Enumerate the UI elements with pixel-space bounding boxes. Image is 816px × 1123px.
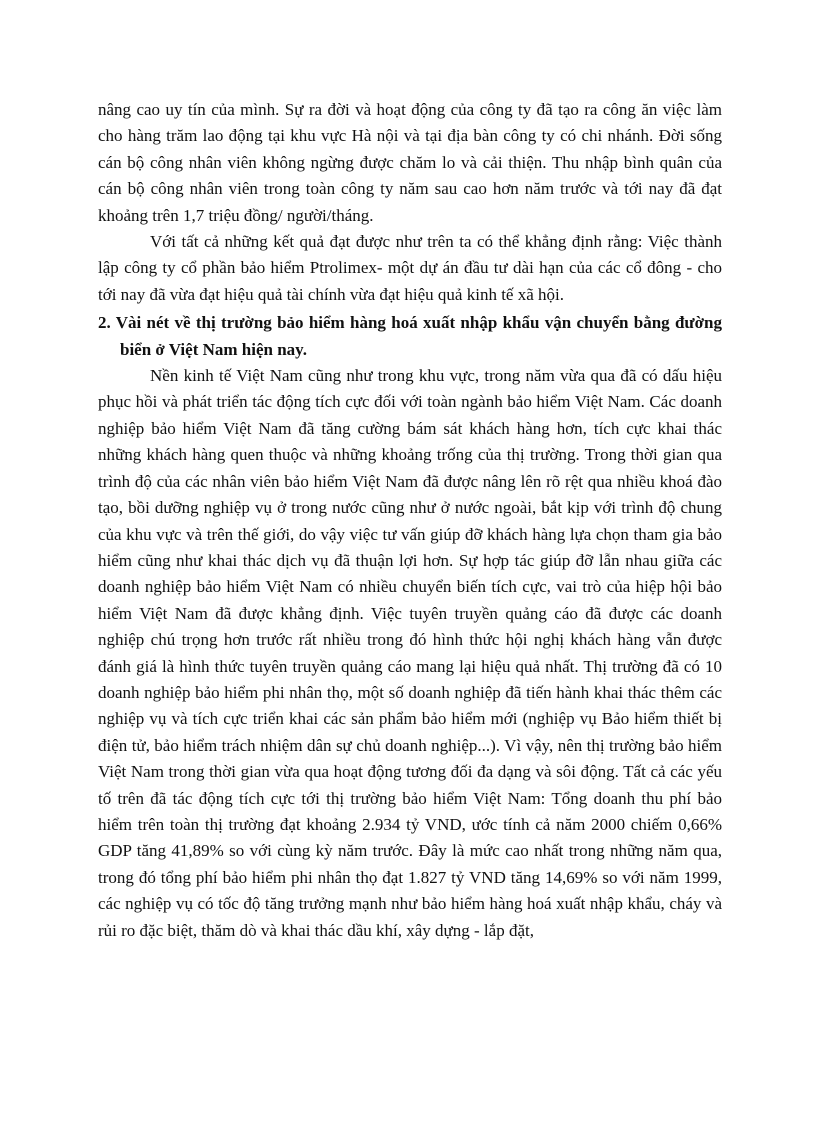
document-page: [98, 97, 722, 944]
paragraph-conclusion: Với tất cả những kết quả đạt được như trên ta có thể khẳng định rằng: Việc thành lập công ty cổ phần bảo hiểm Ptrolimex- một dự án đầu tư dài hạn của các cổ đông - cho tới nay đã vừa đạt hiệu quả tài chính vừa đạt hiệu quả kinh tế xã hội.: [98, 232, 722, 304]
paragraph-market-overview: Nền kinh tế Việt Nam cũng như trong khu vực, trong năm vừa qua đã có dấu hiệu phục hồi và phát triển tác động tích cực đối với toàn ngành bảo hiểm Việt Nam. Các doanh nghiệp bảo hiểm Việt Nam đã tăng cường bám sát khách hàng hơn, tích cực khai thác những khách hàng quen thuộc và những khoảng trống của thị trường. Trong thời gian qua trình độ của các nhân viên bảo hiểm Việt Nam đã được nâng lên rõ rệt qua nhiều khoá đào tạo, bồi dưỡng nghiệp vụ ở trong nước cũng như ở nước ngoài, bắt kịp với trình độ chung của khu vực và trên thế giới, do vậy việc tư vấn giúp đỡ khách hàng lựa chọn tham gia bảo hiểm cũng như khai thác dịch vụ đã thuận lợi hơn. Sự hợp tác giúp đỡ lẫn nhau giữa các doanh nghiệp bảo hiểm Việt Nam có nhiều chuyển biến tích cực, vai trò của hiệp hội bảo hiểm Việt Nam đã được khẳng định. Việc tuyên truyền quảng cáo đã được các doanh nghiệp chú trọng hơn trước rất nhiều trong đó hình thức hội nghị khách hàng vẫn được đánh giá là hình thức tuyên truyền quảng cáo mang lại hiệu quả nhất. Thị trường đã có 10 doanh nghiệp bảo hiểm phi nhân thọ, một số doanh nghiệp đã tiến hành khai thác thêm các nghiệp vụ và tích cực triển khai các sản phẩm bảo hiểm mới (nghiệp vụ Bảo hiểm thiết bị điện tử, bảo hiểm trách nhiệm dân sự chủ doanh nghiệp...). Vì vậy, nên thị trường bảo hiểm Việt Nam trong thời gian vừa qua hoạt động tương đối đa dạng và sôi động. Tất cả các yếu tố trên đã tác động tích cực tới thị trường bảo hiểm Việt Nam: Tổng doanh thu phí bảo hiểm trên toàn thị trường đạt khoảng 2.934 tỷ VND, ước tính cả năm 2000 chiếm 0,66% GDP tăng 41,89% so với cùng kỳ năm trước. Đây là mức cao nhất trong những năm qua, trong đó tổng phí bảo hiểm phi nhân thọ đạt 1.827 tỷ VND tăng 14,69% so với năm 1999, các nghiệp vụ có tốc độ tăng trưởng mạnh như bảo hiểm hàng hoá xuất nhập khẩu, cháy và rủi ro đặc biệt, thăm dò và khai thác dầu khí, xây dựng - lắp đặt,: [98, 366, 722, 940]
section-heading: 2. Vài nét về thị trường bảo hiểm hàng hoá xuất nhập khẩu vận chuyển bằng đường biển ở Việt Nam hiện nay.: [98, 313, 722, 359]
paragraph-employment: nâng cao uy tín của mình. Sự ra đời và hoạt động của công ty đã tạo ra công ăn việc làm cho hàng trăm lao động tại khu vực Hà nội và tại địa bàn công ty có chi nhánh. Đời sống cán bộ công nhân viên không ngừng được chăm lo và cải thiện. Thu nhập bình quân của cán bộ công nhân viên trong toàn công ty năm sau cao hơn năm trước và tới nay đã đạt khoảng trên 1,7 triệu đồng/ người/tháng.: [98, 100, 722, 225]
